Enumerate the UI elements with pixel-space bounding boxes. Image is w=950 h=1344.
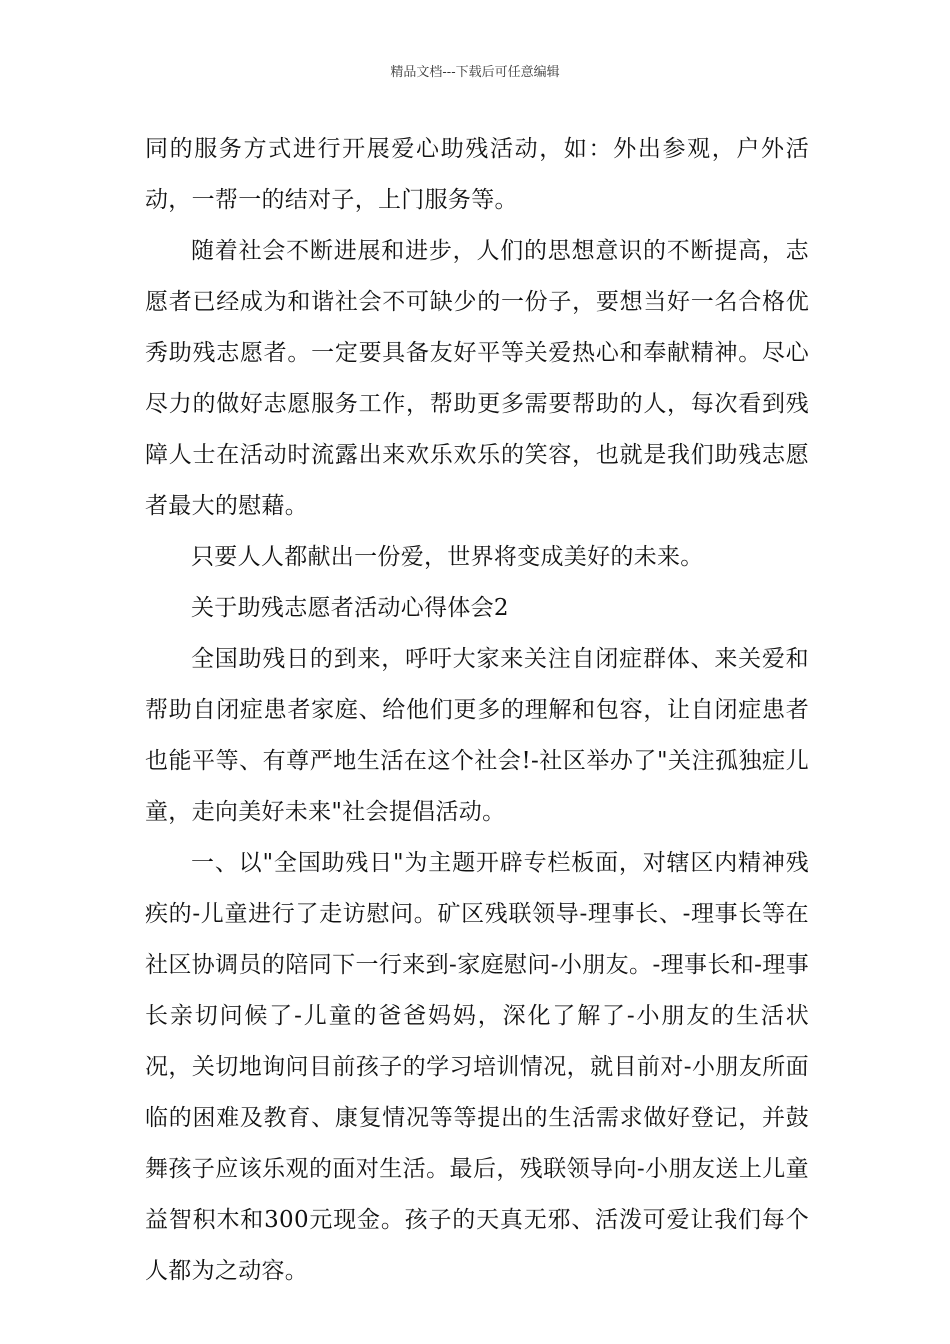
document-body — [145, 124, 809, 1297]
paragraph-2: 随着社会不断进展和进步，人们的思想意识的不断提高，志愿者已经成为和谐社会不可缺少的一份子，要想当好一名合格优秀助残志愿者。一定要具备友好平等关爱热心和奉献精神。尽心尽力的做好志愿服务工作，帮助更多需要帮助的人，每次看到残障人士在活动时流露出来欢乐欢乐的笑容，也就是我们助残志愿者最大的慰藉。 — [145, 238, 809, 519]
paragraph-3: 只要人人都献出一份爱，世界将变成美好的未来。 — [191, 544, 704, 570]
section-heading: 关于助残志愿者活动心得体会2 — [191, 595, 509, 621]
page-header: 精品文档---下载后可任意编辑 — [390, 65, 560, 80]
paragraph-5: 一、以"全国助残日"为主题开辟专栏板面，对辖区内精神残疾的-儿童进行了走访慰问。矿区残联领导-理事长、-理事长等在社区协调员的陪同下一行来到-家庭慰问-小朋友。-理事长和-理事长亲切问候了-儿童的爸爸妈妈，深化了解了-小朋友的生活状况，关切地询问目前孩子的学习培训情况，就目前对-小朋友所面临的困难及教育、康复情况等等提出的生活需求做好登记，并鼓舞孩子应该乐观的面对生活。最后，残联领导向-小朋友送上儿童益智积木和300元现金。孩子的天真无邪、活泼可爱让我们每个人都为之动容。 — [145, 850, 809, 1284]
paragraph-4: 全国助残日的到来，呼吁大家来关注自闭症群体、来关爱和帮助自闭症患者家庭、给他们更多的理解和包容，让自闭症患者也能平等、有尊严地生活在这个社会!-社区举办了"关注孤独症儿童，走向美好未来"社会提倡活动。 — [145, 646, 809, 825]
paragraph-1: 同的服务方式进行开展爱心助残活动，如：外出参观，户外活动，一帮一的结对子，上门服务等。 — [145, 136, 809, 213]
